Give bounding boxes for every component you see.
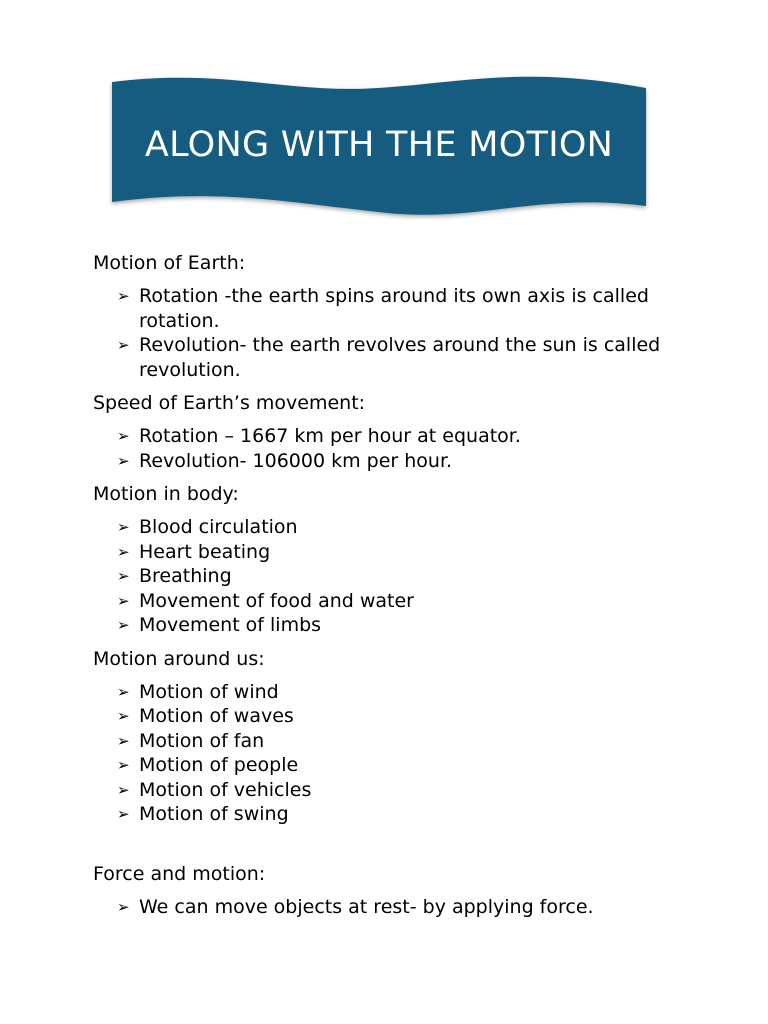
arrow-bullet-icon: ➢ [117,682,130,701]
arrow-bullet-icon: ➢ [117,518,130,536]
section-heading: Force and motion: [93,862,266,885]
bullet-list [93,680,673,827]
section-heading: Motion of Earth: [93,252,246,274]
list-item [117,729,673,754]
list-item [117,333,673,382]
list-item [117,564,673,589]
list-item [117,704,673,729]
arrow-bullet-icon: ➢ [117,451,130,470]
arrow-bullet-icon: ➢ [117,336,130,354]
list-item-text: Motion of waves [139,705,294,727]
list-item [117,589,673,614]
list-item-text: Heart beating [139,540,271,563]
list-item-text: Breathing [139,565,232,587]
list-item [117,778,673,803]
list-item [117,540,673,565]
section-motion-around-us [93,646,673,827]
arrow-bullet-icon: ➢ [117,542,130,561]
list-item-text: Motion of swing [139,803,289,825]
list-item-text: Movement of limbs [139,614,322,636]
section-force-and-motion [93,861,673,920]
list-item-text: Revolution- 106000 km per hour. [139,449,453,472]
list-item-text: Revolution- the earth revolves around the sun is called revolution. [139,334,661,381]
section-motion-of-earth [93,250,673,382]
list-item-text: Rotation – 1667 km per hour at equator. [139,425,521,447]
arrow-bullet-icon: ➢ [117,616,130,634]
list-item-text: Rotation -the earth spins around its own axis is called rotation. [139,285,649,332]
bullet-list [93,284,673,382]
arrow-bullet-icon: ➢ [117,897,130,916]
list-item [117,895,673,920]
title-banner [106,74,652,220]
list-item-text: We can move objects at rest- by applying force. [139,895,594,918]
blank-line [93,835,673,861]
arrow-bullet-icon: ➢ [117,591,130,610]
list-item [117,680,673,705]
page-title: ALONG WITH THE MOTION [144,125,614,165]
arrow-bullet-icon: ➢ [117,805,130,823]
list-item-text: Motion of fan [139,729,265,752]
list-item-text: Motion of wind [139,680,279,703]
list-item-text: Blood circulation [139,516,298,538]
section-motion-in-body [93,481,673,638]
list-item-text: Movement of food and water [139,589,414,612]
list-item-text: Motion of people [139,754,299,776]
list-item [117,753,673,778]
arrow-bullet-icon: ➢ [117,780,130,799]
list-item [117,284,673,333]
bullet-list [93,515,673,638]
arrow-bullet-icon: ➢ [117,731,130,750]
arrow-bullet-icon: ➢ [117,287,130,305]
bullet-list [93,895,673,920]
arrow-bullet-icon: ➢ [117,707,130,725]
bullet-list [93,424,673,473]
list-item [117,613,673,638]
arrow-bullet-icon: ➢ [117,567,130,585]
arrow-bullet-icon: ➢ [117,756,130,774]
list-item [117,802,673,827]
section-speed-of-earth [93,390,673,473]
list-item-text: Motion of vehicles [139,778,312,801]
list-item [117,424,673,449]
list-item [117,449,673,474]
arrow-bullet-icon: ➢ [117,427,130,445]
section-heading: Motion in body: [93,483,239,505]
section-heading: Motion around us: [93,647,265,670]
section-heading: Speed of Earth’s movement: [93,392,366,414]
list-item [117,515,673,540]
document-body [93,250,673,927]
